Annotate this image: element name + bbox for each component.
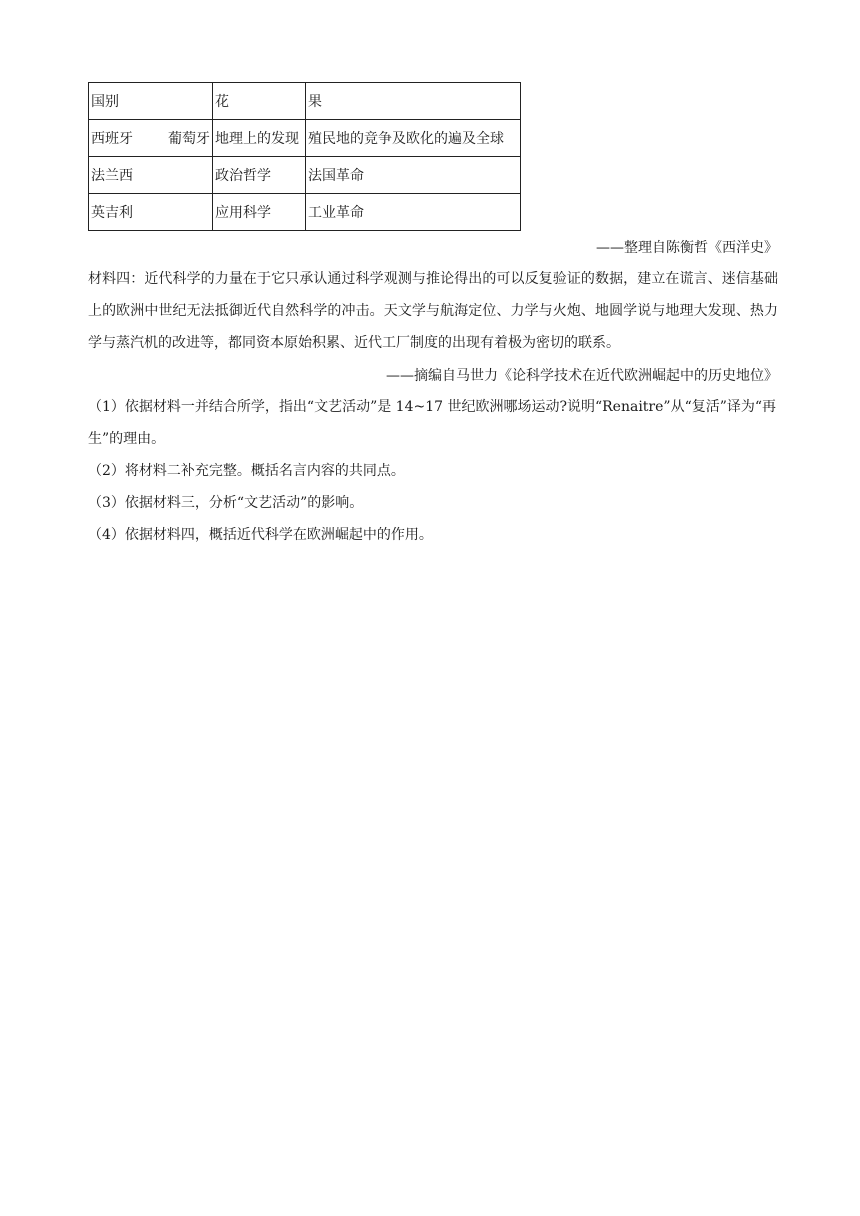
material-four-attribution: ——摘编自马世力《论科学技术在近代欧洲崛起中的历史地位》 <box>386 368 778 384</box>
table-cell-fruit: 工业革命 <box>306 194 521 231</box>
country-name: 西班牙 <box>91 131 133 147</box>
table-header-cell: 果 <box>306 83 521 120</box>
table-row <box>89 157 521 194</box>
table-header-cell: 国别 <box>89 83 213 120</box>
material-four-paragraph: 材料四：近代科学的力量在于它只承认通过科学观测与推论得出的可以反复验证的数据，建立在谎言、迷信基础上的欧洲中世纪无法抵御近代自然科学的冲击。天文学与航海定位、力学与火炮、地圆学说与地理大发现、热力学与蒸汽机的改进等，都同资本原始积累、近代工厂制度的出现有着极为密切的联系。 <box>88 271 778 351</box>
question-4: （4）依据材料四，概括近代科学在欧洲崛起中的作用。 <box>88 527 433 543</box>
table-cell-flower: 地理上的发现 <box>213 120 306 157</box>
table-header-cell: 花 <box>213 83 306 120</box>
table-header-row <box>89 83 521 120</box>
table-cell-flower: 政治哲学 <box>213 157 306 194</box>
table-cell-flower: 应用科学 <box>213 194 306 231</box>
table-cell-fruit: 殖民地的竞争及欧化的遍及全球 <box>306 120 521 157</box>
question-1: （1）依据材料一并结合所学，指出“文艺活动”是 14~17 世纪欧洲哪场运动?说明“Renaitre”从“复活”译为“再生”的理由。 <box>88 399 777 447</box>
document-page <box>88 82 778 551</box>
material-table <box>88 82 521 231</box>
question-3: （3）依据材料三，分析“文艺活动”的影响。 <box>88 495 364 511</box>
table-cell-fruit: 法国革命 <box>306 157 521 194</box>
table-cell-country <box>89 120 213 157</box>
table-row <box>89 120 521 157</box>
country-name: 葡萄牙 <box>168 131 210 147</box>
question-2: （2）将材料二补充完整。概括名言内容的共同点。 <box>88 463 405 479</box>
table-attribution: ——整理自陈衡哲《西洋史》 <box>596 240 778 256</box>
table-row <box>89 194 521 231</box>
table-cell-country: 法兰西 <box>89 157 213 194</box>
table-cell-country: 英吉利 <box>89 194 213 231</box>
